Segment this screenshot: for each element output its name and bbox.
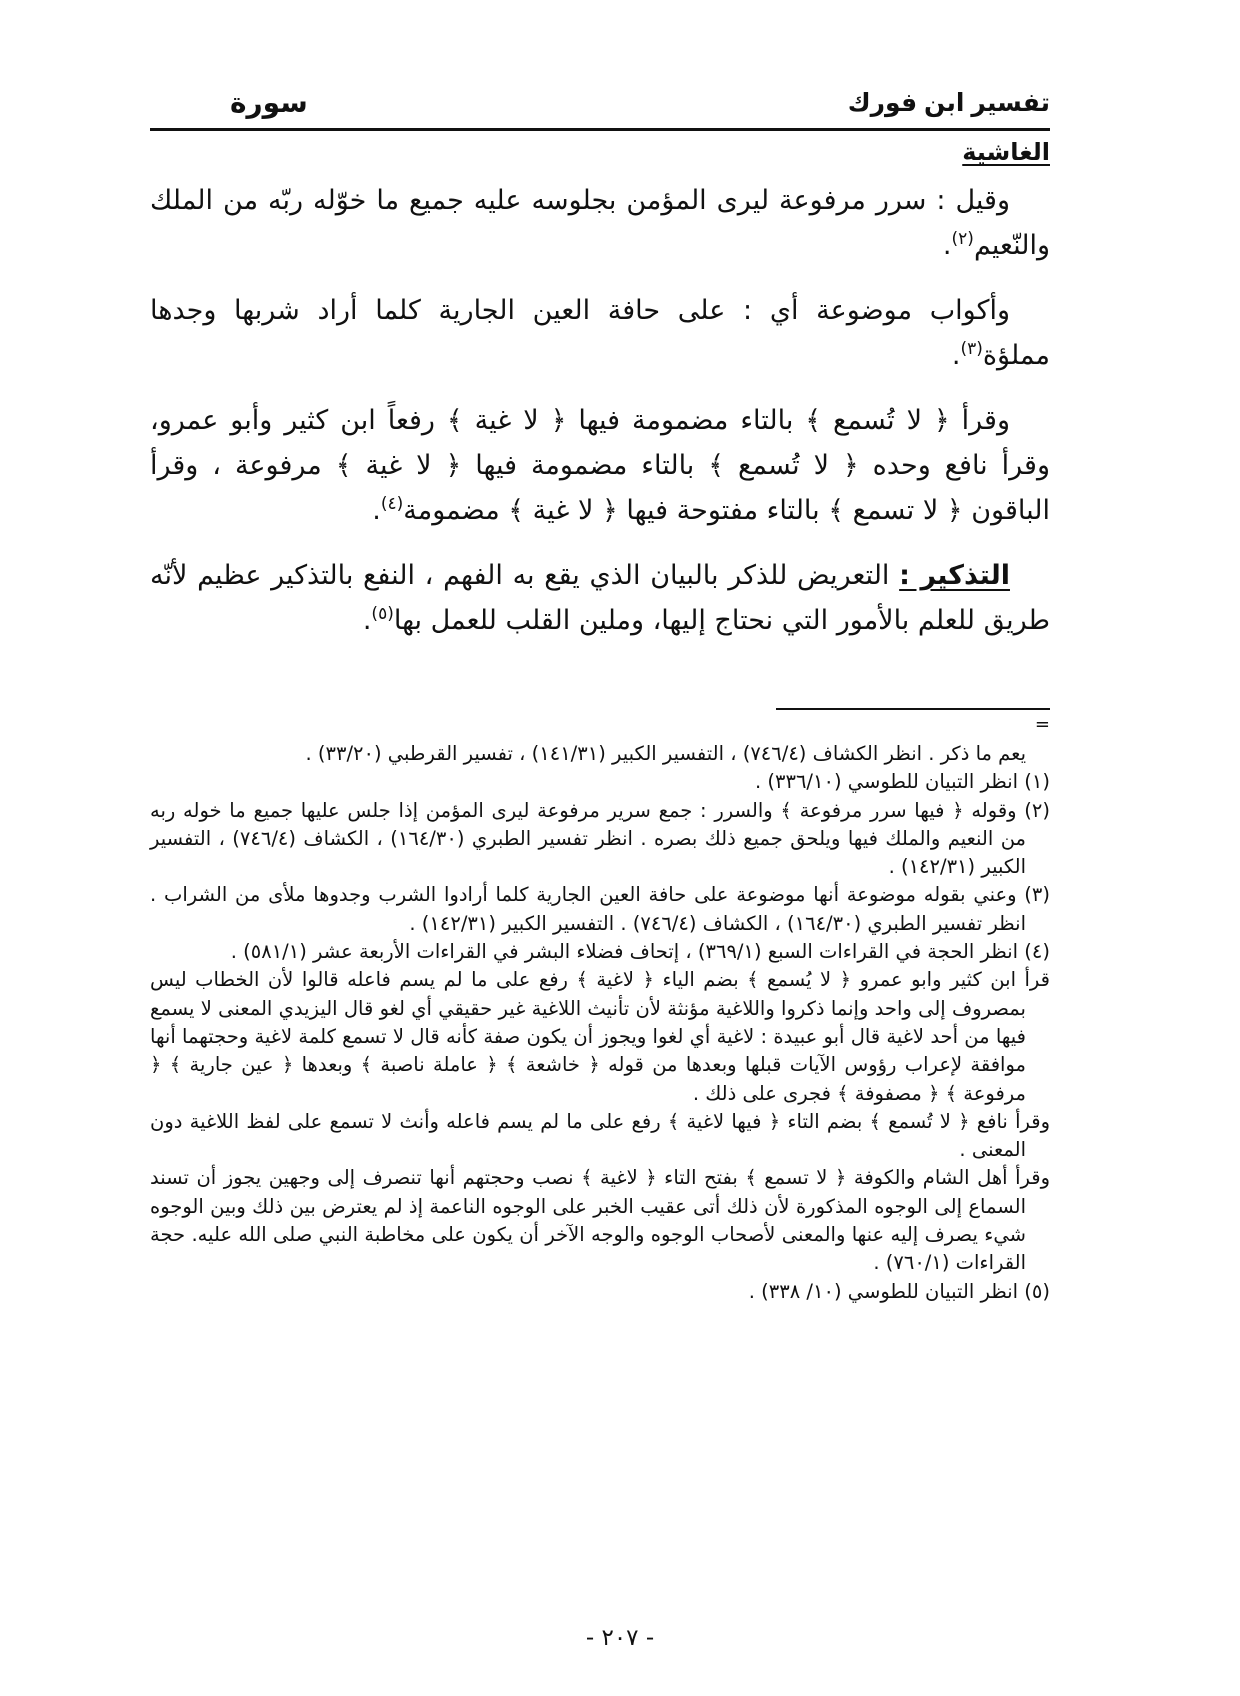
footnote-4: (٤) انظر الحجة في القراءات السبع (٣٦٩/١) ، إتحاف فضلاء البشر في القراءات الأربعة عشر (٥٨١/١) . [230, 940, 1050, 964]
footnotes [150, 716, 1050, 1306]
footnote-note: وقرأ أهل الشام والكوفة ﴿ لا تسمع ﴾ بفتح التاء ﴿ لاغية ﴾ نصب وحجتهم أنها تنصرف إلى وجهين يجوز أن تسند السماع إلى الوجوه المذكورة لأن ذلك أتى عقيب الخبر على الوجوه الناعمة إذ لم يعترض بين ذلك وبين الوجوه شيء يصرف إليه عنها والمعنى لأصحاب الوجوه والوجه الآخر أن يكون على مخاطبة النبي صلى الله عليه. حجة القراءات (٧٦٠/١) . [150, 1166, 1050, 1275]
paragraph-text: التعريض للذكر بالبيان الذي يقع به الفهم ، النفع بالتذكير عظيم لأنّه طريق للعلم بالأمور التي نحتاج إليها، وملين القلب للعمل بها [150, 560, 1050, 636]
main-text [150, 178, 1050, 663]
paragraph [150, 553, 1050, 643]
paragraph-end: . [372, 495, 381, 526]
footnote-separator [776, 708, 1050, 710]
paragraph-text: وقيل : سرر مرفوعة ليرى المؤمن بجلوسه عليه جميع ما خوّله ربّه من الملك والنّعيم [150, 185, 1050, 261]
footnote-ref: (٣) [960, 339, 983, 359]
paragraph [150, 288, 1050, 378]
header-rule [150, 128, 1050, 131]
paragraph-end: . [362, 605, 372, 636]
page-header [150, 78, 1050, 130]
paragraph [150, 398, 1050, 533]
footnote-ref: (٤) [380, 494, 404, 514]
paragraph [150, 178, 1050, 268]
paragraph-end: . [951, 340, 961, 371]
footnote-5: (٥) انظر التبيان للطوسي (١٠/ ٣٣٨) . [748, 1279, 1050, 1303]
surah-name: الغاشية [962, 139, 1050, 166]
footnote-1: (١) انظر التبيان للطوسي (٣٣٦/١٠) . [754, 770, 1050, 794]
surah-label: سورة [230, 87, 308, 118]
footnote-ref: (٥) [371, 604, 394, 624]
footnote-ref: (٢) [951, 229, 974, 249]
page-number: - ٢٠٧ - [585, 1625, 655, 1651]
paragraph-end: . [942, 230, 952, 261]
paragraph-text: وأكواب موضوعة أي : على حافة العين الجارية كلما أراد شربها وجدها مملؤة [150, 295, 1050, 371]
defined-term: التذكير : [899, 560, 1010, 591]
book-title: تفسير ابن فورك [847, 89, 1050, 117]
paragraph-text: وقرأ ﴿ لا تُسمع ﴾ بالتاء مضمومة فيها ﴿ لا غية ﴾ رفعاً ابن كثير وأبو عمرو، وقرأ نافع وحده ﴿ لا تُسمع ﴾ بالتاء مضمومة فيها ﴿ لا غية ﴾ مرفوعة ، وقرأ الباقون ﴿ لا تسمع ﴾ بالتاء مفتوحة فيها ﴿ لا غية ﴾ مضمومة [150, 405, 1050, 526]
footnote-note: قرأ ابن كثير وابو عمرو ﴿ لا يُسمع ﴾ بضم الياء ﴿ لاغية ﴾ رفع على ما لم يسم فاعله قالوا لأن الخطاب ليس بمصروف إلى واحد وإنما ذكروا واللاغية مؤنثة لأن تأنيث اللاغية غير حقيقي أي لغو قال اليزيدي المعنى لا يسمع فيها من أحد لاغية قال أبو عبيدة : لاغية أي لغوا ويجوز أن يكون صفة كأنه قال لا تسمع كلمة لاغية وحجتهما أنها موافقة لإعراب رؤوس الآيات قبلها وبعدها من قوله ﴿ خاشعة ﴾ ﴿ عاملة ناصبة ﴾ وبعدها ﴿ عين جارية ﴾ ﴿ مرفوعة ﴾ ﴿ مصفوفة ﴾ فجرى على ذلك . [150, 968, 1050, 1105]
footnote-continuation: يعم ما ذكر . انظر الكشاف (٧٤٦/٤) ، التفسير الكبير (١٤١/٣١) ، تفسير القرطبي (٣٣/٢٠) . [305, 742, 1026, 765]
footnote-2: (٢) وقوله ﴿ فيها سرر مرفوعة ﴾ والسرر : جمع سرير مرفوعة ليرى المؤمن إذا جلس عليها جميع ما خوله ربه من النعيم والملك فيها ويلحق جميع ذلك بصره . انظر تفسير الطبري (١٦٤/٣٠) ، الكشاف (٧٤٦/٤) ، التفسير الكبير (١٤٢/٣١) . [150, 798, 1050, 879]
footnote-note: وقرأ نافع ﴿ لا تُسمع ﴾ بضم التاء ﴿ فيها لاغية ﴾ رفع على ما لم يسم فاعله وأنث لا تسمع على لفظ اللاغية دون المعنى . [150, 1109, 1050, 1162]
continuation-marker: = [1034, 714, 1050, 735]
footnote-3: (٣) وعني بقوله موضوعة أنها موضوعة على حافة العين الجارية كلما أرادوا الشرب وجدوها ملأى من الشراب . انظر تفسير الطبري (١٦٤/٣٠) ، الكشاف (٧٤٦/٤) . التفسير الكبير (١٤٢/٣١) . [150, 883, 1050, 935]
